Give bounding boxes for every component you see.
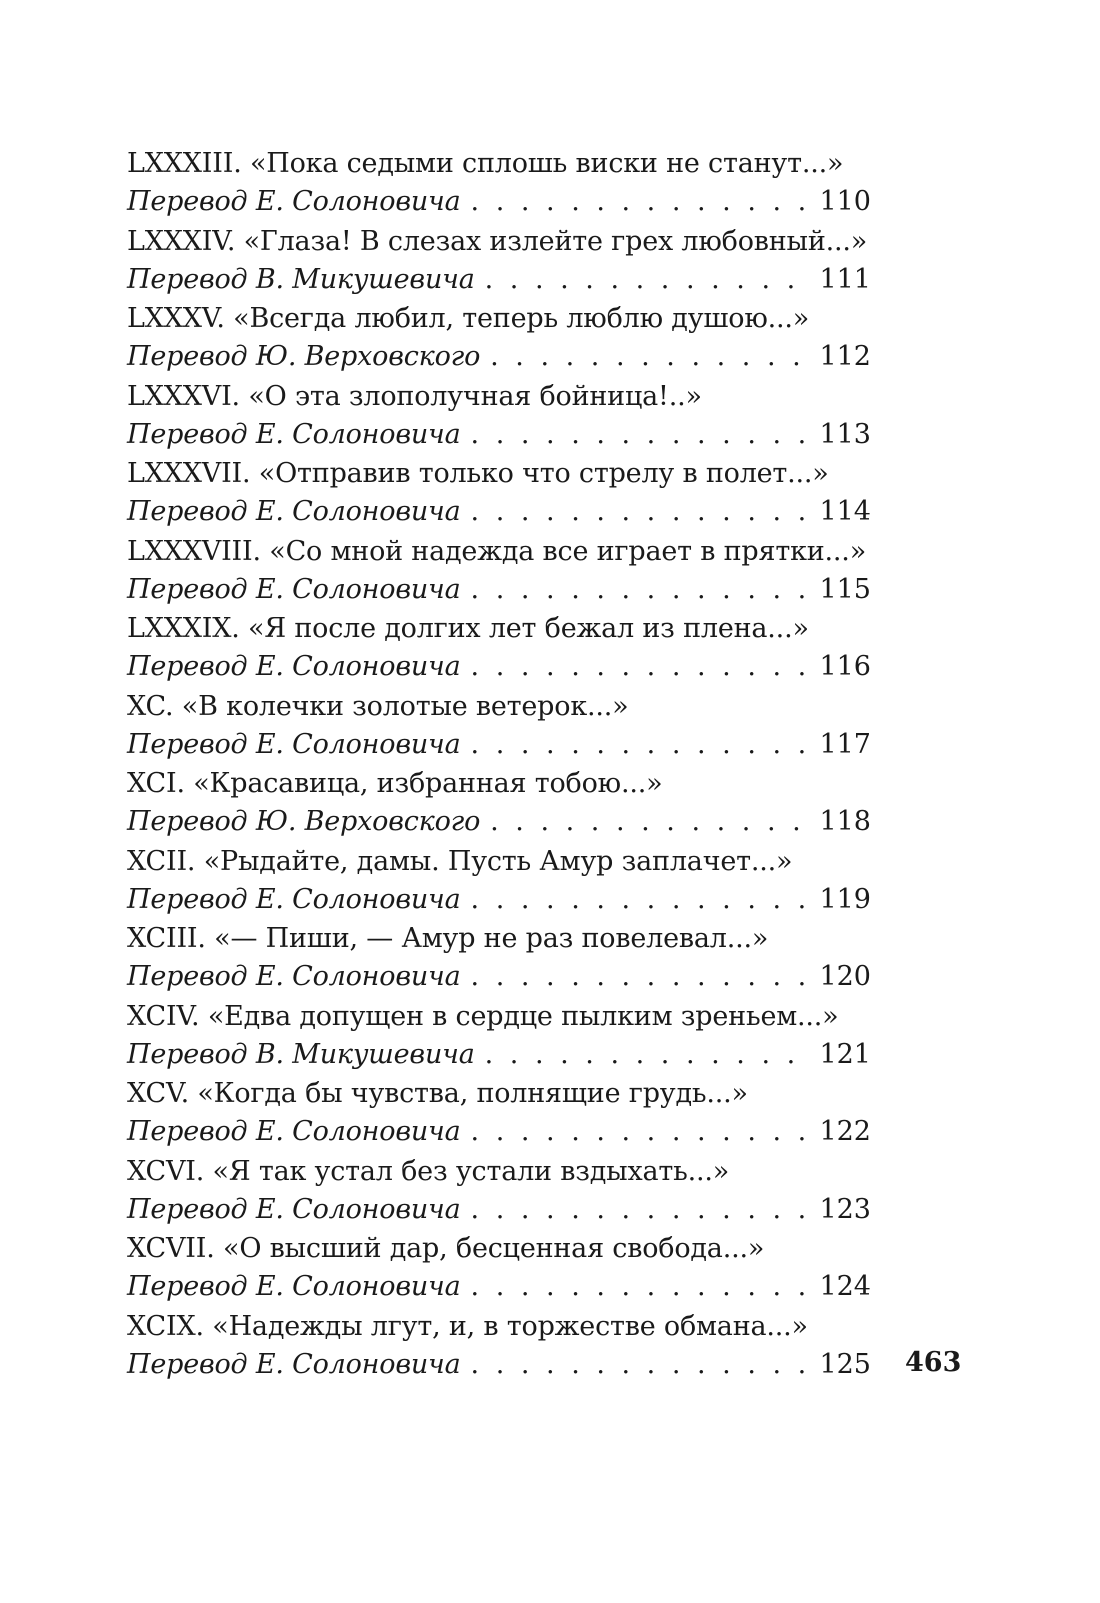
translator-credit: Перевод Е. Солоновича <box>127 728 461 760</box>
toc-entry-detail <box>127 183 871 221</box>
toc-entry-detail <box>127 571 871 609</box>
toc-entry[interactable] <box>127 1308 871 1386</box>
toc-entry[interactable] <box>127 610 871 688</box>
translator-credit: Перевод В. Микушевича <box>127 263 475 295</box>
page-number: 124 <box>819 1271 871 1302</box>
toc-entry[interactable] <box>127 1075 871 1153</box>
page-number: 121 <box>819 1038 871 1070</box>
dot-leader <box>471 1191 810 1229</box>
translator-credit: Перевод Ю. Верховского <box>127 806 481 837</box>
toc-entry-detail <box>127 726 871 764</box>
toc-entry[interactable] <box>127 843 871 921</box>
dot-leader <box>485 261 810 299</box>
poem-title: LXXXIX. «Я после долгих лет бежал из плена...» <box>127 613 809 644</box>
dot-leader <box>471 881 810 919</box>
toc-entry[interactable] <box>127 378 871 456</box>
toc-entry-detail <box>127 1036 871 1074</box>
page-number: 120 <box>819 961 871 992</box>
toc-entry-detail <box>127 648 871 686</box>
poem-title: LXXXIII. «Пока седыми сплошь виски не станут...» <box>127 148 844 179</box>
poem-title: XCVI. «Я так устал без устали вздыхать...» <box>127 1155 730 1187</box>
page-number: 114 <box>819 496 871 527</box>
toc-entry[interactable] <box>127 455 871 533</box>
table-of-contents <box>127 145 871 1385</box>
page-number: 123 <box>819 1193 871 1225</box>
translator-credit: Перевод Е. Солоновича <box>127 651 461 682</box>
toc-entry-detail <box>127 1346 871 1384</box>
poem-title: XCVII. «О высший дар, бесценная свобода...» <box>127 1233 765 1264</box>
toc-entry[interactable] <box>127 223 871 301</box>
toc-entry[interactable] <box>127 765 871 843</box>
toc-entry[interactable] <box>127 533 871 611</box>
toc-entry[interactable] <box>127 688 871 766</box>
toc-entry-detail <box>127 1191 871 1229</box>
toc-entry[interactable] <box>127 1153 871 1231</box>
poem-title: XCIII. «— Пиши, — Амур не раз повелевал...» <box>127 923 769 954</box>
dot-leader <box>471 958 810 996</box>
folio-page-number: 463 <box>905 1347 962 1378</box>
page-number: 125 <box>819 1348 871 1380</box>
dot-leader <box>471 1113 810 1151</box>
dot-leader <box>471 1268 810 1306</box>
page-number: 115 <box>819 573 871 605</box>
poem-title: XC. «В колечки золотые ветерок...» <box>127 690 629 722</box>
poem-title: LXXXVI. «О эта злополучная бойница!..» <box>127 380 702 412</box>
page-number: 112 <box>819 341 871 372</box>
dot-leader <box>471 416 810 454</box>
translator-credit: Перевод Е. Солоновича <box>127 573 461 605</box>
dot-leader <box>490 338 809 376</box>
dot-leader <box>471 183 810 221</box>
page-number: 113 <box>819 418 871 450</box>
translator-credit: Перевод Е. Солоновича <box>127 186 461 217</box>
toc-entry-detail <box>127 416 871 454</box>
translator-credit: Перевод Е. Солоновича <box>127 1271 461 1302</box>
toc-entry-detail <box>127 338 871 376</box>
translator-credit: Перевод Е. Солоновича <box>127 961 461 992</box>
toc-entry-detail <box>127 958 871 996</box>
poem-title: LXXXV. «Всегда любил, теперь люблю душою...» <box>127 303 810 334</box>
dot-leader <box>471 726 810 764</box>
page-number: 119 <box>819 883 871 915</box>
translator-credit: Перевод Е. Солоновича <box>127 496 461 527</box>
poem-title: XCII. «Рыдайте, дамы. Пусть Амур заплачет...» <box>127 845 793 877</box>
dot-leader <box>471 571 810 609</box>
toc-entry-detail <box>127 803 871 841</box>
poem-title: XCV. «Когда бы чувства, полнящие грудь...» <box>127 1078 748 1109</box>
poem-title: LXXXIV. «Глаза! В слезах излейте грех любовный...» <box>127 225 868 257</box>
poem-title: XCIV. «Едва допущен в сердце пылким зреньем...» <box>127 1000 839 1032</box>
translator-credit: Перевод Е. Солоновича <box>127 1193 461 1225</box>
toc-entry-detail <box>127 493 871 531</box>
translator-credit: Перевод Е. Солоновича <box>127 418 461 450</box>
translator-credit: Перевод Е. Солоновича <box>127 883 461 915</box>
page-number: 118 <box>819 806 871 837</box>
poem-title: XCI. «Красавица, избранная тобою...» <box>127 768 663 799</box>
page-number: 117 <box>819 728 871 760</box>
dot-leader <box>490 803 809 841</box>
poem-title: LXXXVII. «Отправив только что стрелу в полет...» <box>127 458 829 489</box>
page-number: 110 <box>819 186 871 217</box>
toc-entry[interactable] <box>127 920 871 998</box>
toc-entry-detail <box>127 881 871 919</box>
toc-entry-detail <box>127 261 871 299</box>
page-number: 116 <box>819 651 871 682</box>
toc-entry-detail <box>127 1268 871 1306</box>
toc-entry[interactable] <box>127 145 871 223</box>
dot-leader <box>471 1346 810 1384</box>
page-number: 122 <box>819 1116 871 1147</box>
poem-title: XCIX. «Надежды лгут, и, в торжестве обмана...» <box>127 1310 808 1342</box>
toc-entry[interactable] <box>127 998 871 1076</box>
translator-credit: Перевод Ю. Верховского <box>127 341 481 372</box>
dot-leader <box>485 1036 810 1074</box>
translator-credit: Перевод Е. Солоновича <box>127 1116 461 1147</box>
translator-credit: Перевод В. Микушевича <box>127 1038 475 1070</box>
dot-leader <box>471 648 810 686</box>
toc-entry-detail <box>127 1113 871 1151</box>
dot-leader <box>471 493 810 531</box>
page-number: 111 <box>819 263 871 295</box>
translator-credit: Перевод Е. Солоновича <box>127 1348 461 1380</box>
toc-entry[interactable] <box>127 1230 871 1308</box>
poem-title: LXXXVIII. «Со мной надежда все играет в прятки...» <box>127 535 867 567</box>
toc-entry[interactable] <box>127 300 871 378</box>
